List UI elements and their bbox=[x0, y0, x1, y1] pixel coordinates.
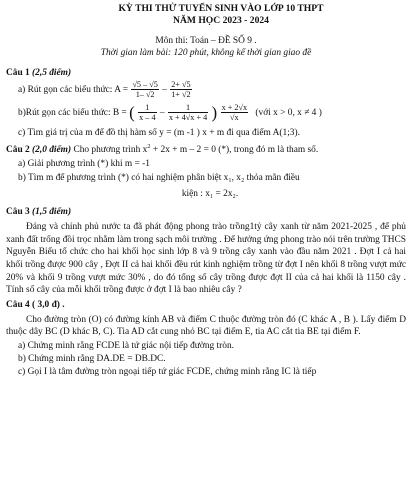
q2-title: Câu 2 bbox=[6, 145, 30, 156]
q1-b-minus: – bbox=[159, 108, 165, 118]
q1-a-label: a) Rút gọn các biểu thức: bbox=[18, 85, 113, 95]
right-paren: ) bbox=[211, 102, 218, 122]
subject: Môn thi: Toán – ĐỀ SỐ 9 . bbox=[155, 36, 257, 46]
q3-title: Câu 3 bbox=[6, 207, 30, 218]
q1-a-f1-den: 1– √2 bbox=[135, 90, 155, 100]
q1-b-lhs: B = bbox=[112, 108, 127, 118]
time-note: Thời gian làm bài: 120 phút, không kể thời gian giao đề bbox=[100, 48, 312, 58]
q2-points: (2,0 điểm) bbox=[32, 145, 72, 156]
q2-condition bbox=[6, 188, 406, 200]
q1-a-lhs: A = bbox=[114, 85, 129, 95]
q1-b-fraction-1 bbox=[138, 103, 156, 122]
q1-a-minus: – bbox=[162, 85, 167, 95]
q1-b-h-den: √x bbox=[230, 113, 239, 123]
exam-title: KỲ THI THỬ TUYỂN SINH VÀO LỚP 10 THPT bbox=[118, 3, 324, 14]
q4-heading bbox=[6, 299, 406, 311]
q1-b-g2-den: x + 4√x + 4 bbox=[168, 113, 208, 123]
q4-title: Câu 4 bbox=[6, 299, 30, 310]
q1-a-f2-num: 2+ √5 bbox=[171, 80, 191, 90]
q2-intro-post: + 2x + m – 2 = 0 (*), trong đó m là tham số. bbox=[150, 145, 319, 156]
q1-b-fraction-2 bbox=[168, 103, 208, 122]
q2-a: a) Giải phương trình (*) khi m = -1 bbox=[18, 159, 150, 170]
q4-a: a) Chứng minh rằng FCDE là tứ giác nội tiếp đường tròn. bbox=[18, 340, 235, 351]
q3-body: Đảng và chính phủ nước ta đã phát động phong trào trồng1tỷ cây xanh từ năm 2021-2025 , để phủ xanh đất trống đồi trọc nhằm làm trong sạch môi trường . Để hưởng ứng phong trào nói trên trường THCS Nguyễn Biểu tổ chức cho hai khối học sinh lớp 8 và 9 trồng cây xanh vào đầu năm 2021 . Đợt I cả hai khối trồng được 900 cây , Đợt II cả hai khối đều rút kinh nghiệm trồng từ đợt I nên khối 8 trồng vượt mức 20% và khối 9 trồng vượt mức 30% , do đó tổng số cây trồng được đợt II của cả hai khối là 1150 cây . Tính số cây của mỗi khối trồng được ở đợt I là bao nhiêu cây ? bbox=[6, 222, 406, 296]
q1-b-g2-num: 1 bbox=[168, 103, 208, 113]
q1-title: Câu 1 bbox=[6, 68, 30, 78]
school-year: NĂM HỌC 2023 - 2024 bbox=[173, 15, 269, 26]
q1-a-f2-den: 1+ √2 bbox=[171, 90, 191, 100]
q4-b: b) Chứng minh rằng DA.DE = DB.DC. bbox=[18, 353, 166, 364]
q1-b-g1-den: x – 4 bbox=[139, 113, 156, 123]
q4-c: c) Gọi I là tâm đường tròn ngoại tiếp tứ giác FCDE, chứng minh rằng IC là tiếp bbox=[18, 366, 317, 377]
q1-b-fraction-3 bbox=[221, 103, 249, 122]
left-paren: ( bbox=[129, 102, 135, 122]
q1-c: c) Tìm giá trị của m để đồ thị hàm số y = (m -1 ) x + m đi qua điểm A(1;3). bbox=[18, 128, 300, 138]
q1-points: (2,5 điểm) bbox=[32, 68, 72, 78]
q2-cond-label: kiện : bbox=[181, 189, 203, 200]
q2-b: b) Tìm m để phương trình (*) có hai nghiệm phân biệt x₁, x₂ thỏa mãn điều bbox=[18, 173, 300, 184]
q4-points: ( 3,0 đ) . bbox=[32, 299, 65, 310]
q1-b-g1-num: 1 bbox=[138, 103, 156, 113]
q1-b-h-num: x + 2√x bbox=[221, 103, 248, 113]
q3-heading bbox=[6, 206, 406, 218]
q1-a-fraction-2 bbox=[170, 80, 191, 99]
q2-cond-expr: x₁ = 2x₂. bbox=[205, 189, 239, 200]
q1-b-label: b)Rút gọn các biểu thức: bbox=[18, 108, 111, 118]
q1-a-f1-num: √5 – √5 bbox=[132, 80, 158, 90]
q2-intro-pre: Cho phương trình x bbox=[73, 145, 148, 156]
q1-a-fraction-1 bbox=[131, 80, 158, 99]
q1-b-condition: (với x > 0, x ≠ 4 ) bbox=[255, 108, 322, 118]
q3-points: (1,5 điểm) bbox=[32, 207, 72, 218]
q2-heading bbox=[6, 141, 406, 156]
q1-a bbox=[6, 79, 406, 101]
q1-b bbox=[6, 101, 406, 125]
subject-line bbox=[6, 35, 406, 47]
q2-intro-sup: 2 bbox=[147, 143, 151, 150]
q4-body: Cho đường tròn (O) có đường kính AB và điểm C thuộc đường tròn đó (C khác A , B ). Lấy điểm D thuộc dây BC (D khác B, C). Tia AD cắt cung nhỏ BC tại điểm E, tia AC cắt tia BE tại điểm F. bbox=[6, 314, 406, 338]
q1-heading bbox=[6, 67, 406, 79]
